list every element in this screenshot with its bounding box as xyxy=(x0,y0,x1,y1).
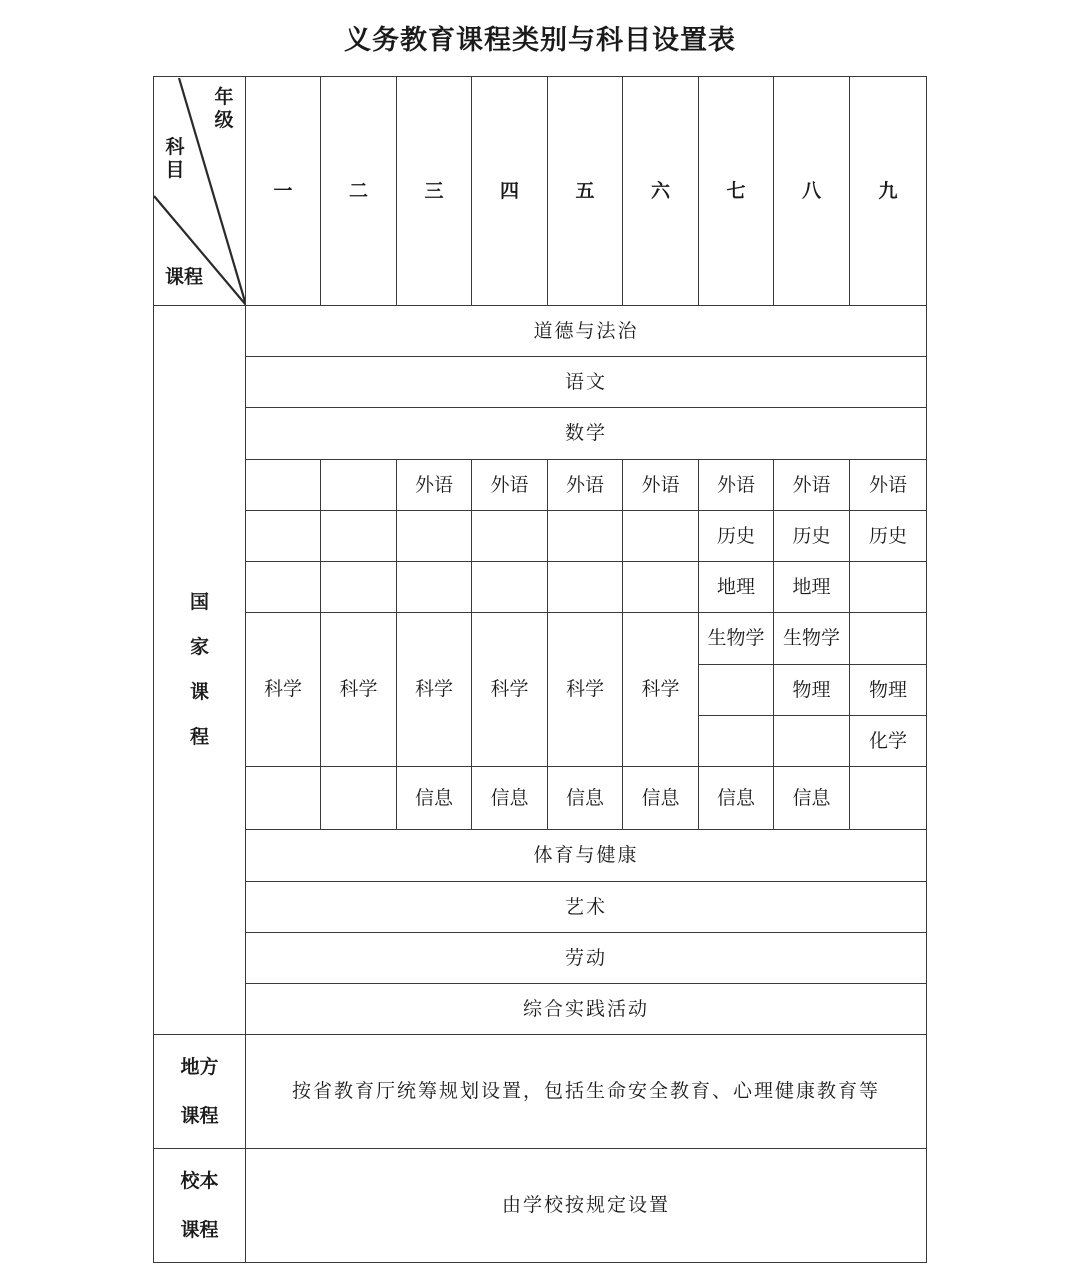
foreign-language-row xyxy=(154,460,927,511)
empty-cell xyxy=(321,562,397,613)
subject-info-g5: 信息 xyxy=(548,767,623,830)
grade-header-6: 六 xyxy=(623,77,699,306)
geography-row xyxy=(154,562,927,613)
local-label-line2: 课程 xyxy=(180,1104,219,1127)
subject-physics-g8: 物理 xyxy=(774,665,850,716)
subject-art: 艺术 xyxy=(246,882,927,933)
subject-foreign-g5: 外语 xyxy=(548,460,623,511)
subject-info-g6: 信息 xyxy=(623,767,699,830)
subject-chemistry-g9: 化学 xyxy=(850,716,927,767)
empty-cell xyxy=(246,511,321,562)
subject-practice: 综合实践活动 xyxy=(246,984,927,1035)
course-axis-label: 课程 xyxy=(165,265,204,288)
grade-header-5: 五 xyxy=(548,77,623,306)
subject-foreign-g9: 外语 xyxy=(850,460,927,511)
national-curriculum-label xyxy=(154,306,246,1035)
subject-chinese: 语文 xyxy=(246,357,927,408)
subject-labor: 劳动 xyxy=(246,933,927,984)
grade-header-7: 七 xyxy=(699,77,774,306)
subject-info-g4: 信息 xyxy=(472,767,548,830)
local-label-line1: 地方 xyxy=(180,1055,219,1078)
curriculum-table xyxy=(153,76,927,1263)
empty-cell xyxy=(850,562,927,613)
subject-biology-g8: 生物学 xyxy=(774,613,850,665)
empty-cell xyxy=(246,767,321,830)
empty-cell xyxy=(623,511,699,562)
empty-cell xyxy=(246,562,321,613)
school-curriculum-content: 由学校按规定设置 xyxy=(246,1149,927,1263)
subject-axis-label: 科目 xyxy=(165,135,185,182)
local-curriculum-content: 按省教育厅统筹规划设置，包括生命安全教育、心理健康教育等 xyxy=(246,1035,927,1149)
subject-math: 数学 xyxy=(246,408,927,460)
empty-cell xyxy=(548,562,623,613)
national-label-char: 家 xyxy=(189,636,209,658)
subject-info-g8: 信息 xyxy=(774,767,850,830)
subject-foreign-g7: 外语 xyxy=(699,460,774,511)
grade-header-1: 一 xyxy=(246,77,321,306)
local-curriculum-row xyxy=(154,1035,927,1149)
empty-cell xyxy=(472,511,548,562)
subject-foreign-g3: 外语 xyxy=(397,460,472,511)
empty-cell xyxy=(397,511,472,562)
school-curriculum-label xyxy=(154,1149,246,1263)
empty-cell xyxy=(850,767,927,830)
empty-cell xyxy=(699,716,774,767)
subject-history-g7: 历史 xyxy=(699,511,774,562)
grade-axis-label: 年级 xyxy=(214,85,234,132)
subject-foreign-g4: 外语 xyxy=(472,460,548,511)
subject-history-g8: 历史 xyxy=(774,511,850,562)
empty-cell xyxy=(472,562,548,613)
info-row xyxy=(154,767,927,830)
local-curriculum-label xyxy=(154,1035,246,1149)
empty-cell xyxy=(246,460,321,511)
subject-science-g4: 科学 xyxy=(472,613,548,767)
school-label-line1: 校本 xyxy=(180,1169,219,1192)
subject-pe: 体育与健康 xyxy=(246,830,927,882)
school-curriculum-row xyxy=(154,1149,927,1263)
empty-cell xyxy=(850,613,927,665)
empty-cell xyxy=(397,562,472,613)
grade-header-2: 二 xyxy=(321,77,397,306)
empty-cell xyxy=(699,665,774,716)
grade-header-9: 九 xyxy=(850,77,927,306)
subject-science-g3: 科学 xyxy=(397,613,472,767)
school-label-line2: 课程 xyxy=(180,1218,219,1241)
empty-cell xyxy=(623,562,699,613)
subject-info-g3: 信息 xyxy=(397,767,472,830)
corner-header-cell xyxy=(154,77,246,306)
empty-cell xyxy=(321,460,397,511)
page-title: 义务教育课程类别与科目设置表 xyxy=(344,25,736,56)
subject-foreign-g6: 外语 xyxy=(623,460,699,511)
subject-geography-g8: 地理 xyxy=(774,562,850,613)
subject-science-g2: 科学 xyxy=(321,613,397,767)
subject-info-g7: 信息 xyxy=(699,767,774,830)
grade-header-8: 八 xyxy=(774,77,850,306)
subject-physics-g9: 物理 xyxy=(850,665,927,716)
subject-foreign-g8: 外语 xyxy=(774,460,850,511)
grade-header-4: 四 xyxy=(472,77,548,306)
science-row-biology xyxy=(154,613,927,665)
subject-geography-g7: 地理 xyxy=(699,562,774,613)
history-row xyxy=(154,511,927,562)
empty-cell xyxy=(321,767,397,830)
empty-cell xyxy=(321,511,397,562)
subject-science-g1: 科学 xyxy=(246,613,321,767)
subject-history-g9: 历史 xyxy=(850,511,927,562)
empty-cell xyxy=(774,716,850,767)
subject-science-g5: 科学 xyxy=(548,613,623,767)
header-row xyxy=(154,77,927,306)
subject-morality: 道德与法治 xyxy=(246,306,927,357)
empty-cell xyxy=(548,511,623,562)
national-label-char: 课 xyxy=(189,681,209,703)
national-label-char: 程 xyxy=(189,726,209,748)
grade-header-3: 三 xyxy=(397,77,472,306)
subject-science-g6: 科学 xyxy=(623,613,699,767)
subject-biology-g7: 生物学 xyxy=(699,613,774,665)
national-label-char: 国 xyxy=(189,591,209,613)
